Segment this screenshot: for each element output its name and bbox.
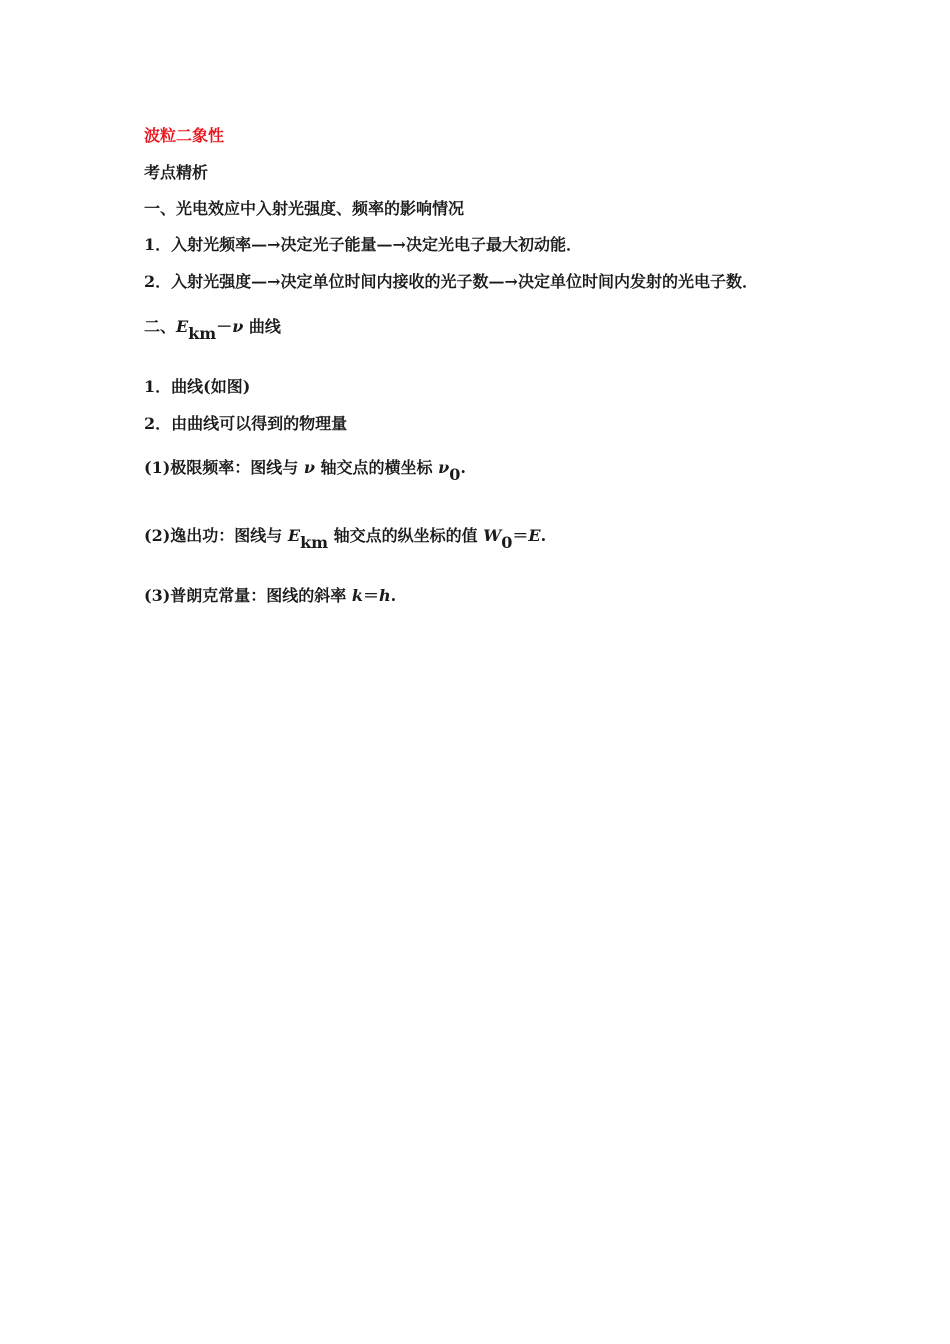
q3-text: (3)普朗克常量：图线的斜率 (144, 586, 352, 605)
part2-item2: 2．由曲线可以得到的物理量 (144, 414, 348, 433)
document-title: 波粒二象性 (144, 126, 225, 145)
part1-item2: 2．入射光强度—→决定单位时间内接收的光子数—→决定单位时间内发射的光电子数． (144, 272, 758, 291)
symbol-w: W (483, 526, 502, 545)
quantity-planck-constant (144, 586, 396, 606)
symbol-k: k (351, 586, 363, 605)
part2-item1: 1．曲线(如图) (144, 377, 251, 396)
period: . (390, 586, 397, 605)
period: . (460, 458, 466, 477)
subscript-km: km (300, 533, 329, 552)
subscript-0: 0 (449, 465, 461, 484)
q2-text: (2)逸出功：图线与 (144, 526, 288, 545)
equals: ＝ (512, 526, 529, 545)
part2-heading-suffix: 曲线 (243, 317, 281, 336)
section-heading: 考点精析 (144, 163, 209, 182)
quantity-work-function (144, 526, 547, 552)
part1-item1: 1．入射光频率—→决定光子能量—→决定光电子最大初动能． (144, 235, 582, 254)
q2-mid: 轴交点的纵坐标的值 (328, 526, 484, 545)
subscript-0: 0 (501, 533, 513, 552)
q1-mid: 轴交点的横坐标 (314, 458, 439, 477)
symbol-nu0: ν (438, 458, 450, 477)
symbol-nu: ν (303, 458, 315, 477)
part2-heading (144, 317, 281, 343)
symbol-h: h (378, 586, 391, 605)
equals: ＝ (362, 586, 379, 605)
q1-text: (1)极限频率：图线与 (144, 458, 304, 477)
part1-heading: 一、光电效应中入射光强度、频率的影响情况 (144, 199, 465, 218)
part2-heading-prefix: 二、 (144, 317, 177, 336)
symbol-e: E (176, 317, 189, 336)
symbol-e: E (287, 526, 301, 545)
quantity-threshold-frequency (144, 458, 466, 484)
symbol-e: E (528, 526, 541, 545)
period: . (540, 526, 547, 545)
dash: － (216, 317, 233, 336)
subscript-km: km (188, 324, 217, 343)
symbol-nu: ν (232, 317, 244, 336)
